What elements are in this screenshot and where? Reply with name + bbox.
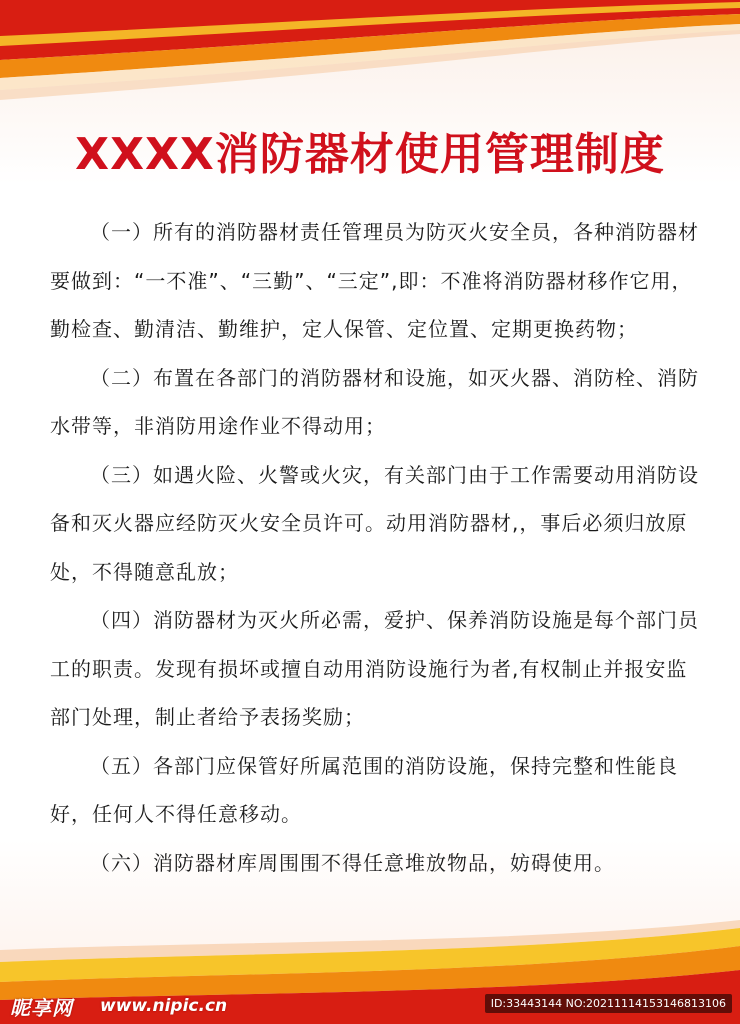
watermark-logo: 昵享网 [10, 996, 73, 1020]
regulation-item-5: （五）各部门应保管好所属范围的消防设施，保持完整和性能良好，任何人不得任意移动。 [50, 753, 678, 826]
regulation-item-6: （六）消防器材库周围围不得任意堆放物品，妨碍使用。 [90, 850, 615, 875]
regulation-item-3: （三）如遇火险、火警或火灾，有关部门由于工作需要动用消防设备和灭火器应经防灭火安全员许可。动用消防器材,，事后必须归放原处，不得随意乱放； [50, 462, 699, 584]
image-id-tag: ID:33443144 NO:20211114153146813106 [485, 994, 732, 1013]
regulation-item-1: （一）所有的消防器材责任管理员为防灭火安全员，各种消防器材要做到：“一不准”、“三勤”、“三定”,即：不准将消防器材移作它用，勤检查、勤清洁、勤维护，定人保管、定位置、定期更换药物； [50, 220, 699, 341]
page-title: XXXX消防器材使用管理制度 [75, 129, 665, 180]
watermark-url: www.nipic.cn [100, 996, 228, 1016]
regulation-item-4: （四）消防器材为灭火所必需，爱护、保养消防设施是每个部门员工的职责。发现有损坏或擅自动用消防设施行为者,有权制止并报安监部门处理，制止者给予表扬奖励； [50, 608, 699, 729]
regulation-body [50, 208, 700, 887]
top-banner-decoration [0, 0, 740, 110]
regulation-item-2: （二）布置在各部门的消防器材和设施，如灭火器、消防栓、消防水带等，非消防用途作业不得动用； [50, 365, 699, 438]
